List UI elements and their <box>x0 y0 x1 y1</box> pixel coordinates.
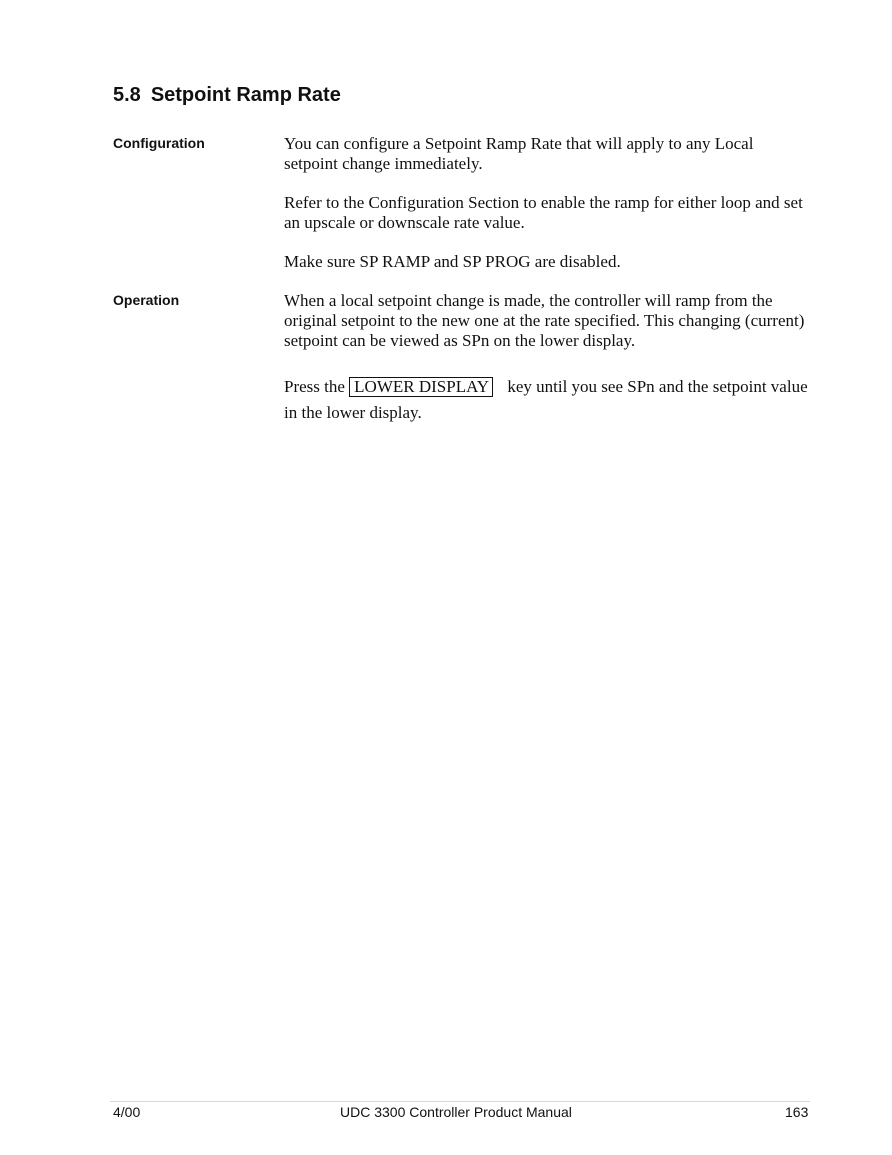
footer-date: 4/00 <box>113 1104 141 1120</box>
configuration-paragraph-3: Make sure SP RAMP and SP PROG are disabled. <box>284 252 621 271</box>
footer-divider <box>110 1101 810 1102</box>
press-key-text-after: key until you see SPn and the setpoint value in the lower display. <box>284 377 808 422</box>
section-heading <box>113 84 341 107</box>
footer-manual-title: UDC 3300 Controller Product Manual <box>340 1104 572 1120</box>
operation-paragraph: When a local setpoint change is made, the controller will ramp from the original setpoint to the new one at the rate specified. This changing (current) setpoint can be viewed as SPn on the lower display. <box>284 291 805 350</box>
section-title: Setpoint Ramp Rate <box>150 84 341 106</box>
press-key-text-before: Press the <box>284 377 350 396</box>
configuration-paragraph-2: Refer to the Configuration Section to enable the ramp for either loop and set an upscale or downscale rate value. <box>284 193 803 232</box>
footer-page-number: 163 <box>785 1104 809 1120</box>
press-key-paragraph <box>284 374 809 426</box>
configuration-label: Configuration <box>113 135 205 151</box>
configuration-paragraph-1: You can configure a Setpoint Ramp Rate that will apply to any Local setpoint change immediately. <box>284 134 754 173</box>
section-number: 5.8 <box>113 84 141 106</box>
operation-label: Operation <box>113 292 180 308</box>
lower-display-key: LOWER DISPLAY <box>349 377 493 397</box>
